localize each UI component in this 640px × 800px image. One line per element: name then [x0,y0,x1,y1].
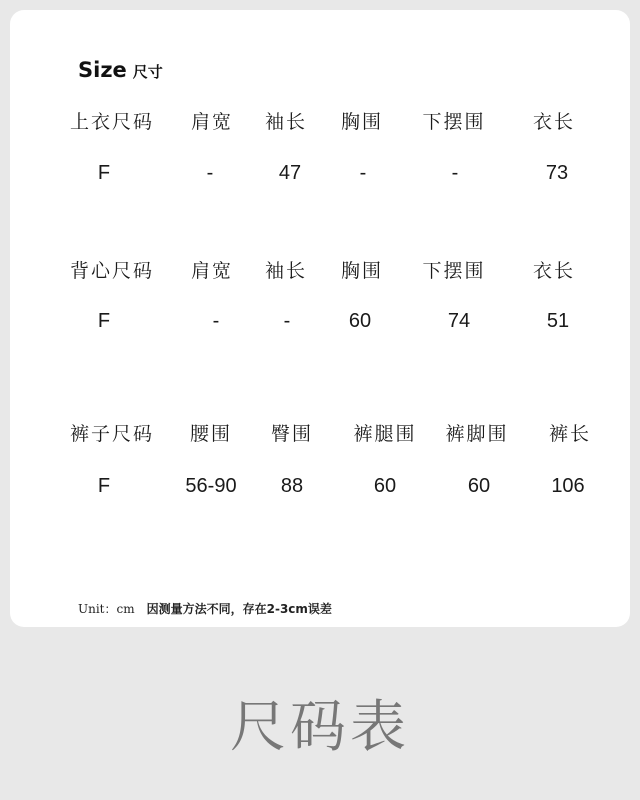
value-cell: 60 [348,310,372,332]
size-chart-title: 尺码表 [230,695,410,760]
header-cell: 裤腿围 [353,423,417,445]
value-cell: - [359,162,367,184]
value-cell: 88 [280,475,304,497]
size-heading-zh: 尺寸 [132,63,163,81]
value-cell: 60 [373,475,397,497]
value-cell: F [97,310,111,332]
unit-note-en: Unit：cm [78,602,135,616]
value-cell: F [97,475,111,497]
header-cell: 裤脚围 [445,423,509,445]
header-cell: 上衣尺码 [69,111,155,133]
header-cell: 衣长 [532,111,576,133]
value-cell: 47 [278,162,302,184]
unit-note [78,600,332,617]
header-cell: 袖长 [264,260,308,282]
header-cell: 腰围 [189,423,233,445]
value-cell: 60 [467,475,491,497]
value-cell: 73 [545,162,569,184]
header-cell: 胸围 [340,111,384,133]
header-cell: 裤子尺码 [69,423,155,445]
header-cell: 臀围 [270,423,314,445]
value-cell: - [212,310,220,332]
value-cell: F [97,162,111,184]
header-cell: 衣长 [532,260,576,282]
value-cell: 106 [551,475,585,497]
header-cell: 袖长 [264,111,308,133]
header-cell: 下摆围 [422,111,486,133]
size-chart-card [10,10,630,627]
value-cell: 56-90 [185,475,237,497]
unit-note-zh: 因测量方法不同，存在2-3cm误差 [146,602,332,616]
header-cell: 裤长 [548,423,592,445]
value-cell: - [283,310,291,332]
value-cell: - [206,162,214,184]
header-cell: 背心尺码 [69,260,155,282]
size-heading [78,58,163,82]
value-cell: - [451,162,459,184]
header-cell: 下摆围 [422,260,486,282]
value-cell: 74 [447,310,471,332]
header-cell: 肩宽 [190,260,234,282]
size-heading-en: Size [78,58,127,82]
header-cell: 胸围 [340,260,384,282]
value-cell: 51 [546,310,570,332]
header-cell: 肩宽 [190,111,234,133]
